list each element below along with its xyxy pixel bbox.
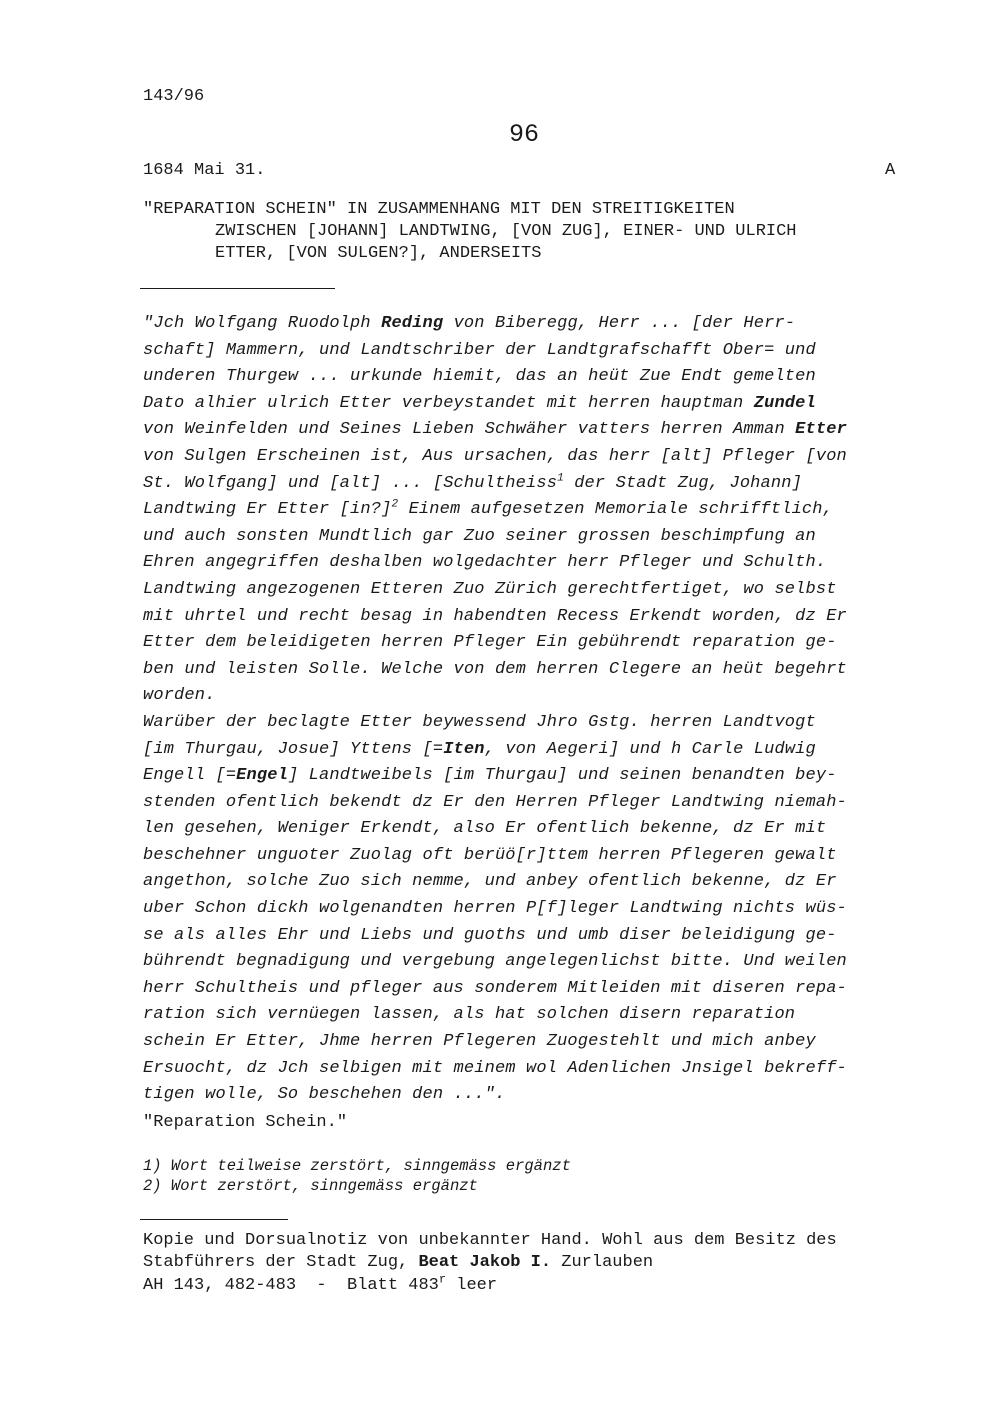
body-line: Ehren angegriffen deshalben wolgedachter herr Pfleger und Schulth. xyxy=(143,553,827,573)
separator-rule xyxy=(140,1219,288,1220)
name-highlight: Iten xyxy=(443,739,485,759)
body-line: ration sich vernüegen lassen, als hat solchen disern reparation xyxy=(143,1005,796,1025)
archive-location xyxy=(143,1272,498,1295)
document-title xyxy=(143,199,923,265)
archive-reference: 143/96 xyxy=(143,87,205,106)
text-run: Stabführers der Stadt Zug, xyxy=(143,1253,419,1272)
body-line: herr Schultheis und pfleger aus sonderem Mitleiden mit diseren repa- xyxy=(143,978,847,998)
body-line: se als alles Ehr und Liebs und guoths und umb diser beleidigung ge- xyxy=(143,925,837,945)
body-line xyxy=(143,737,903,764)
separator-rule xyxy=(140,288,335,289)
name-highlight: Engel xyxy=(236,766,288,786)
text-run: "Jch Wolfgang Ruodolph xyxy=(143,314,382,333)
text-run: Dato alhier ulrich Etter verbeystandet mit herren hauptman xyxy=(143,393,754,413)
body-line: Ersuocht, dz Jch selbigen mit meinem wol Adenlichen Jnsigel bekreff- xyxy=(143,1058,847,1078)
body-line xyxy=(143,471,903,498)
body-line: worden. xyxy=(143,686,216,706)
footnote: 2) Wort zerstört, sinngemäss ergänzt xyxy=(143,1177,478,1195)
footnote-marker: 1 xyxy=(557,471,564,484)
body-line xyxy=(143,497,903,524)
title-line-3: ETTER, [VON SULGEN?], ANDERSEITS xyxy=(215,244,542,263)
body-line: und auch sonsten Mundtlich gar Zuo seiner grossen beschimpfung an xyxy=(143,526,816,546)
body-line: Warüber der beclagte Etter beywessend Jhro Gstg. herren Landtvogt xyxy=(143,712,816,732)
body-line: mit uhrtel und recht besag in habendten Recess Erkendt worden, dz Er xyxy=(143,606,847,626)
body-line: Etter dem beleidigeten herren Pfleger Ein gebührendt reparation ge- xyxy=(143,633,837,653)
body-line: bührendt begnadigung und vergebung angelegenlichst bitte. Und weilen xyxy=(143,952,847,972)
body-line: angethon, solche Zuo sich nemme, und anbey ofentlich bekenne, dz Er xyxy=(143,872,837,892)
recto-marker: r xyxy=(438,1272,447,1287)
document-date: 1684 Mai 31. xyxy=(143,161,266,180)
text-run: Einem aufgesetzen Memoriale schrifftlich, xyxy=(398,500,833,520)
text-run: Engell [= xyxy=(143,766,237,786)
document-letter: A xyxy=(885,161,896,180)
title-line-2: ZWISCHEN [JOHANN] LANDTWING, [VON ZUG], EINER- UND ULRICH xyxy=(215,222,797,241)
text-run: Landtwing Er Etter [in?] xyxy=(143,500,392,520)
body-line: len gesehen, Weniger Erkendt, also Er ofentlich bekenne, dz Er mit xyxy=(143,819,827,839)
document-number: 96 xyxy=(508,120,539,149)
body-line xyxy=(143,391,903,418)
title-line-1: "REPARATION SCHEIN" IN ZUSAMMENHANG MIT DEN STREITIGKEITEN xyxy=(143,200,735,219)
text-run: ] Landtweibels [im Thurgau] und seinen benandten bey- xyxy=(287,766,837,786)
source-note: Kopie und Dorsualnotiz von unbekannter Hand. Wohl aus dem Besitz des xyxy=(143,1231,837,1250)
text-run: St. Wolfgang] und [alt] ... [Schultheiss xyxy=(143,473,558,493)
name-highlight: Zundel xyxy=(753,393,816,413)
text-run: leer xyxy=(446,1276,498,1295)
body-line: stenden ofentlich bekendt dz Er den Herren Pfleger Landtwing niemah- xyxy=(143,792,847,812)
text-run: [im Thurgau, Josue] Yttens [= xyxy=(143,739,444,759)
body-line: underen Thurgew ... urkunde hiemit, das an heüt Zue Endt gemelten xyxy=(143,367,816,387)
body-line: ben und leisten Solle. Welche von dem herren Clegere an heüt begehrt xyxy=(143,659,847,679)
body-line xyxy=(143,417,903,444)
footnote: 1) Wort teilweise zerstört, sinngemäss ergänzt xyxy=(143,1157,571,1175)
text-run: Zurlauben xyxy=(551,1253,654,1272)
name-highlight: Etter xyxy=(795,420,847,440)
name-highlight: Beat Jakob I. xyxy=(418,1253,552,1272)
text-run: , von Aegeri] und h Carle Ludwig xyxy=(484,739,816,759)
closing-title: "Reparation Schein." xyxy=(143,1113,348,1132)
text-run: AH 143, 482-483 - Blatt 483 xyxy=(143,1276,439,1295)
name-highlight: Reding xyxy=(381,314,444,333)
body-line: uber Schon dickh wolgenandten herren P[f]leger Landtwing nichts wüs- xyxy=(143,899,847,919)
text-run: von Biberegg, Herr ... [der Herr- xyxy=(443,314,796,333)
body-line: Landtwing angezogenen Etteren Zuo Zürich gerechtfertiget, wo selbst xyxy=(143,579,837,599)
source-note xyxy=(143,1253,653,1272)
body-line xyxy=(143,763,903,790)
transcription-body xyxy=(143,311,903,1109)
footnote-marker: 2 xyxy=(391,498,399,511)
body-line: beschehner unguoter Zuolag oft berüö[r]ttem herren Pflegeren gewalt xyxy=(143,845,837,865)
body-line: schein Er Etter, Jhme herren Pflegeren Zuogestehlt und mich anbey xyxy=(143,1032,816,1052)
body-line: von Sulgen Erscheinen ist, Aus ursachen, das herr [alt] Pfleger [von xyxy=(143,446,847,466)
text-run: der Stadt Zug, Johann] xyxy=(563,473,802,493)
body-line xyxy=(143,311,903,338)
text-run: von Weinfelden und Seines Lieben Schwäher vatters herren Amman xyxy=(143,420,796,440)
body-line: tigen wolle, So beschehen den ...". xyxy=(143,1085,506,1105)
body-line: schaft] Mammern, und Landtschriber der Landtgrafschafft Ober= und xyxy=(143,340,816,360)
